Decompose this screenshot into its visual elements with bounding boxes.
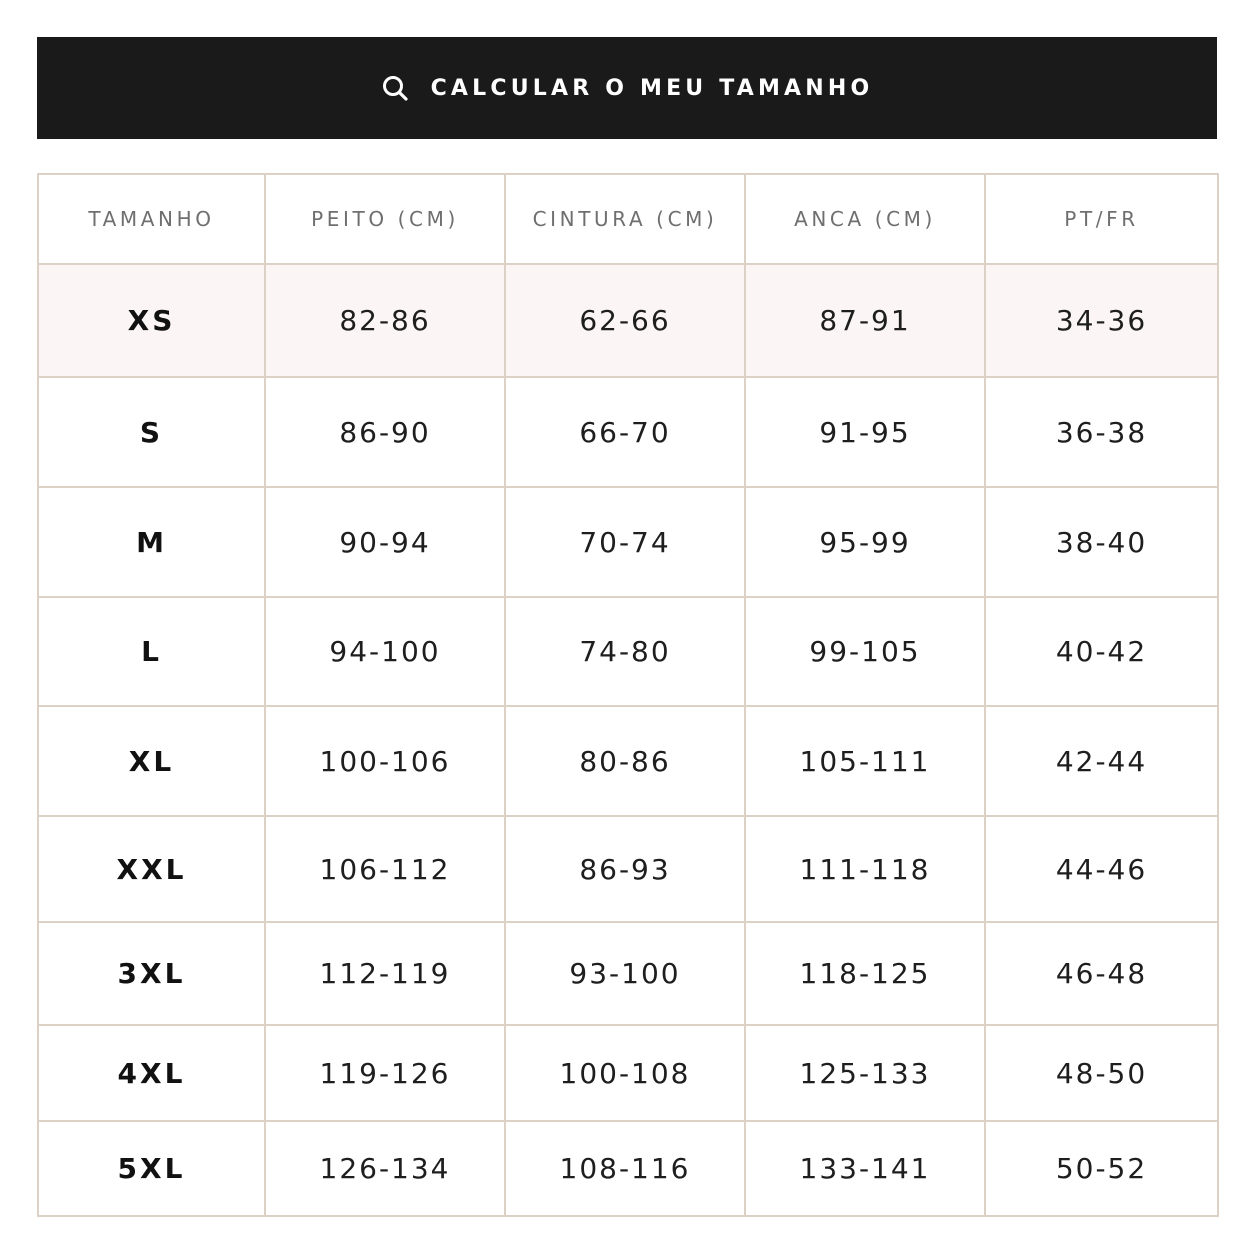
peito-cell: 100-106 [265,706,505,816]
ptfr-cell: 36-38 [985,377,1218,487]
size-cell: XS [38,264,265,377]
size-cell: L [38,597,265,706]
table-row [38,264,1218,377]
table-row [38,377,1218,487]
table-row [38,1025,1218,1121]
size-cell: S [38,377,265,487]
table-row [38,1121,1218,1216]
anca-cell: 125-133 [745,1025,985,1121]
anca-cell: 95-99 [745,487,985,597]
table-row [38,816,1218,922]
ptfr-cell: 44-46 [985,816,1218,922]
size-cell: M [38,487,265,597]
size-cell: XL [38,706,265,816]
calculate-size-label: CALCULAR O MEU TAMANHO [430,75,874,101]
calculate-size-button[interactable] [37,37,1217,139]
table-row [38,706,1218,816]
anca-cell: 91-95 [745,377,985,487]
size-cell: 5XL [38,1121,265,1216]
table-row [38,922,1218,1025]
peito-cell: 112-119 [265,922,505,1025]
table-header-row [38,174,1218,264]
cintura-cell: 70-74 [505,487,745,597]
anca-cell: 133-141 [745,1121,985,1216]
search-icon [381,74,409,102]
ptfr-cell: 46-48 [985,922,1218,1025]
peito-cell: 119-126 [265,1025,505,1121]
ptfr-cell: 42-44 [985,706,1218,816]
peito-cell: 90-94 [265,487,505,597]
table-row [38,597,1218,706]
header-peito: PEITO (CM) [265,174,505,264]
header-cintura: CINTURA (CM) [505,174,745,264]
peito-cell: 86-90 [265,377,505,487]
size-cell: 3XL [38,922,265,1025]
cintura-cell: 100-108 [505,1025,745,1121]
anca-cell: 99-105 [745,597,985,706]
cintura-cell: 66-70 [505,377,745,487]
anca-cell: 118-125 [745,922,985,1025]
header-ptfr: PT/FR [985,174,1218,264]
cintura-cell: 62-66 [505,264,745,377]
cintura-cell: 108-116 [505,1121,745,1216]
cintura-cell: 80-86 [505,706,745,816]
peito-cell: 94-100 [265,597,505,706]
peito-cell: 106-112 [265,816,505,922]
ptfr-cell: 40-42 [985,597,1218,706]
ptfr-cell: 38-40 [985,487,1218,597]
table-row [38,487,1218,597]
size-cell: 4XL [38,1025,265,1121]
cintura-cell: 86-93 [505,816,745,922]
anca-cell: 105-111 [745,706,985,816]
header-tamanho: TAMANHO [38,174,265,264]
anca-cell: 87-91 [745,264,985,377]
ptfr-cell: 34-36 [985,264,1218,377]
ptfr-cell: 50-52 [985,1121,1218,1216]
ptfr-cell: 48-50 [985,1025,1218,1121]
cintura-cell: 74-80 [505,597,745,706]
cintura-cell: 93-100 [505,922,745,1025]
peito-cell: 82-86 [265,264,505,377]
header-anca: ANCA (CM) [745,174,985,264]
peito-cell: 126-134 [265,1121,505,1216]
size-cell: XXL [38,816,265,922]
anca-cell: 111-118 [745,816,985,922]
size-table [37,173,1219,1217]
